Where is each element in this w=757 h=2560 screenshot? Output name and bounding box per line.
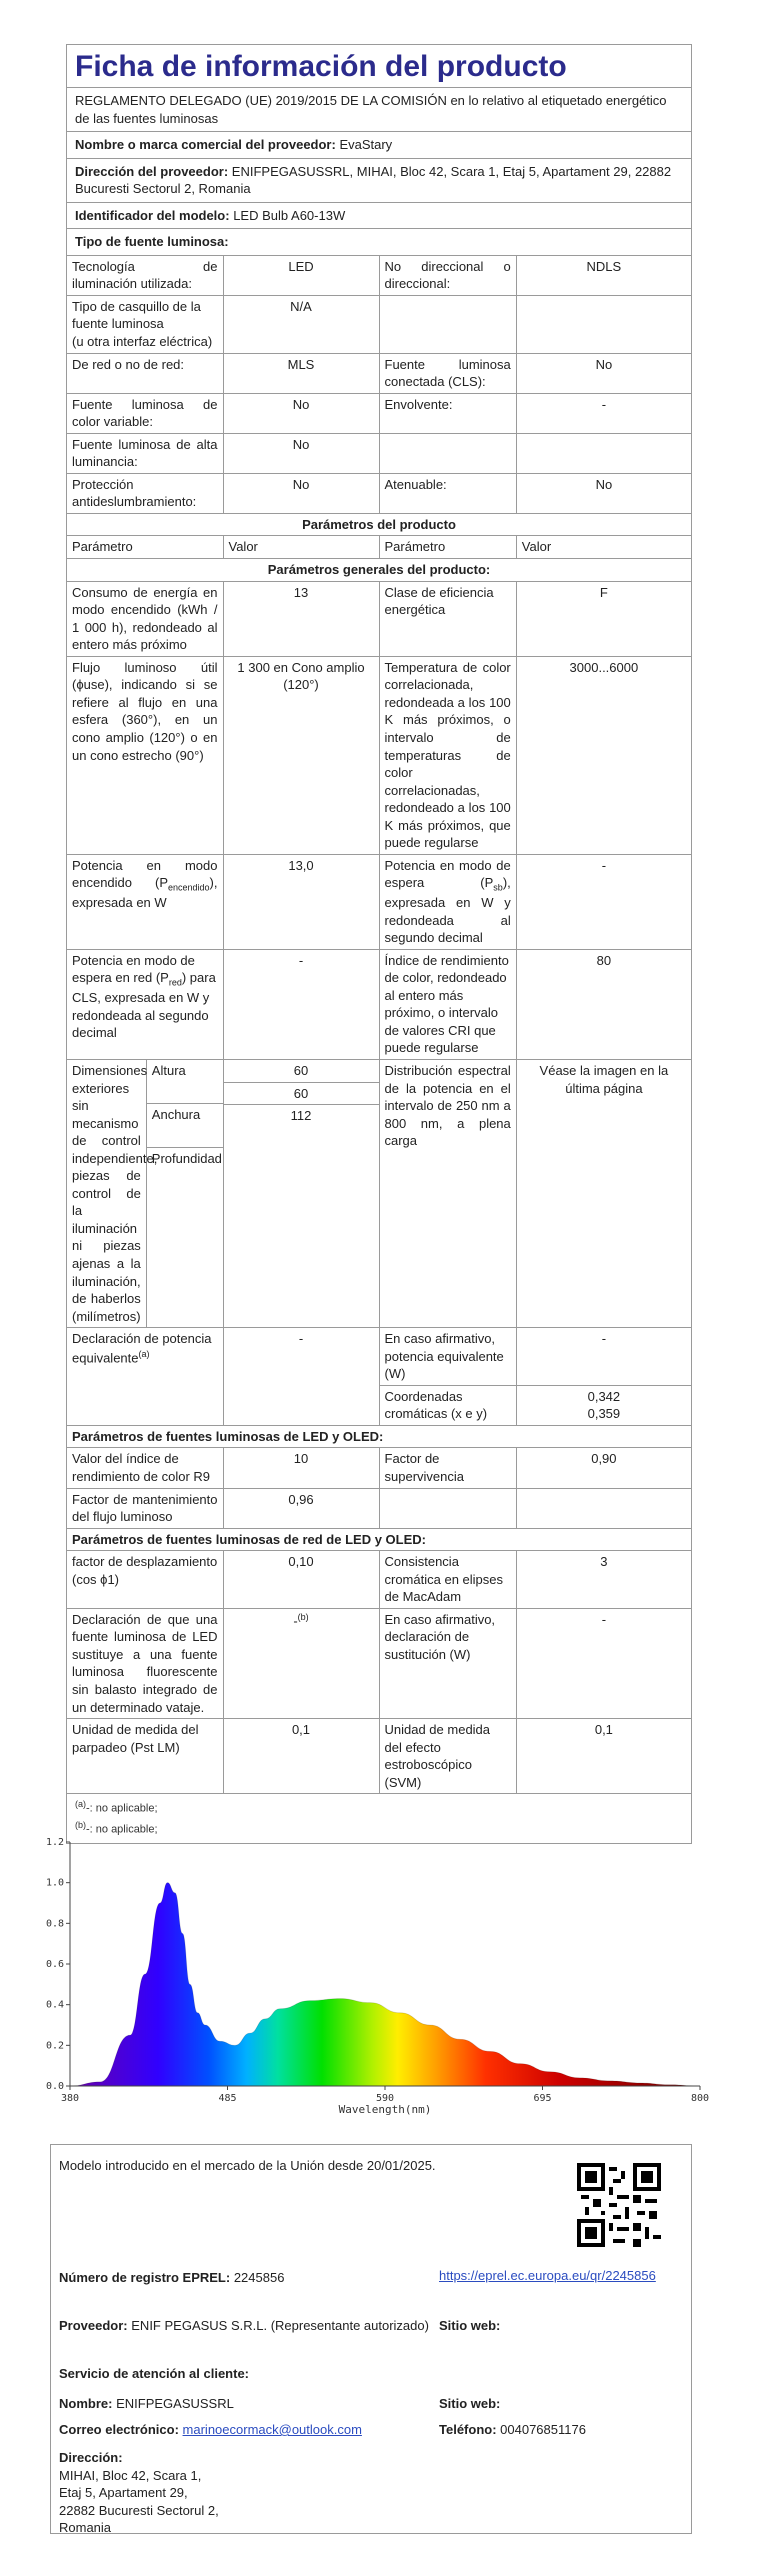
y-tick-label: 0.4	[45, 1999, 64, 2011]
cap-sublabel: (u otra interfaz eléctrica)	[72, 334, 213, 350]
param-label: Temperatura de color correlacionada, redondeada a los 100 K más próximos, o intervalo de temperaturas de color correlacionadas, redondeado a los 100 K más próximos, que puede regularse	[379, 656, 516, 854]
param-value: F	[516, 581, 691, 656]
table-row	[67, 1488, 691, 1528]
param-label: Unidad de medida del efecto estroboscópico (SVM)	[379, 1719, 516, 1794]
supplier-name-row	[67, 132, 691, 159]
y-tick-label: 0.6	[45, 1959, 64, 1970]
param-label: Consumo de energía en modo encendido (kWh / 1 000 h), redondeado al entero más próximo	[67, 581, 223, 656]
dimensions-subtable	[67, 1060, 223, 1327]
equiv-claim-sup: (a)	[138, 1348, 150, 1359]
contact-name-label: Nombre:	[59, 2396, 113, 2411]
eprel-row	[59, 2269, 284, 2287]
contact-name-row	[59, 2395, 234, 2413]
param-value: Véase la imagen en la última página	[516, 1059, 691, 1327]
param-value: LED	[223, 256, 379, 296]
table-row	[67, 656, 691, 854]
y-tick-label: 1.0	[45, 1877, 64, 1889]
p-sb-label-b: ), expresada en W y redondeada al segundo decimal	[384, 875, 511, 946]
param-label: Atenuable:	[379, 473, 516, 513]
dimensions-cell	[67, 1059, 223, 1327]
table-row	[67, 1551, 691, 1609]
param-label: Fuente luminosa de color variable:	[67, 393, 223, 433]
supplier-address-row	[67, 159, 691, 203]
market-intro: Modelo introducido en el mercado de la Unión desde 20/01/2025.	[59, 2158, 436, 2173]
param-label: Consistencia cromática en elipses de MacAdam	[379, 1551, 516, 1609]
table-row	[67, 1608, 691, 1718]
param-label: Fuente luminosa conectada (CLS):	[379, 353, 516, 393]
empty-cell	[379, 1488, 516, 1528]
info-panel	[50, 2144, 692, 2534]
footnote-a	[75, 1798, 683, 1817]
address-line: MIHAI, Bloc 42, Scara 1,	[59, 2467, 202, 2483]
param-label	[67, 949, 223, 1059]
param-value: No	[516, 473, 691, 513]
p-net-label-a: Potencia en modo de espera en red (P	[72, 952, 195, 986]
table-row	[67, 854, 691, 949]
address-block	[59, 2449, 219, 2537]
param-label: Envolvente:	[379, 393, 516, 433]
supplier-name-label: Nombre o marca comercial del proveedor:	[75, 137, 336, 153]
address-line: 22882 Bucuresti Sectorul 2,	[59, 2502, 219, 2518]
param-value: No	[223, 393, 379, 433]
page-title: Ficha de información del producto	[67, 45, 691, 88]
spectral-chart	[30, 1830, 720, 2130]
replace-claim-value: -	[293, 1613, 298, 1629]
service-heading	[59, 2365, 249, 2383]
param-label: Índice de rendimiento de color, redondeado al entero más próximo, o intervalo de valores CRI que puede regularse	[379, 949, 516, 1059]
supplier-value: ENIF PEGASUS S.R.L. (Representante autorizado)	[131, 2318, 429, 2333]
column-header: Valor	[516, 536, 691, 559]
param-value: -	[223, 949, 379, 1059]
led-mains-params-heading: Parámetros de fuentes luminosas de red de LED y OLED:	[67, 1528, 691, 1551]
param-value: MLS	[223, 353, 379, 393]
empty-cell	[516, 433, 691, 473]
light-source-table	[67, 256, 691, 1794]
table-row	[67, 513, 691, 536]
table-row	[67, 949, 691, 1059]
spectrum-area	[70, 1883, 700, 2086]
param-value: -	[516, 1608, 691, 1718]
param-label	[67, 295, 223, 353]
qr-code-icon[interactable]	[577, 2163, 661, 2247]
replace-claim-sup: (b)	[297, 1611, 309, 1622]
param-value: No	[223, 473, 379, 513]
table-header-row	[67, 536, 691, 559]
dim-height-label: Altura	[146, 1060, 222, 1103]
column-header: Parámetro	[379, 536, 516, 559]
address-label: Dirección:	[59, 2450, 123, 2465]
p-net-label-b: ) para CLS, expresada en W y redondeada al segundo decimal	[72, 970, 216, 1041]
table-row	[67, 353, 691, 393]
phone-value: 004076851176	[500, 2422, 586, 2437]
email-link[interactable]: marinoecormack@outlook.com	[182, 2422, 362, 2437]
dim-depth-label: Profundidad	[151, 1150, 222, 1166]
footnote-a-text: -: no aplicable;	[86, 1802, 158, 1815]
param-value: 13,0	[223, 854, 379, 949]
x-tick-label: 590	[375, 2093, 395, 2104]
param-value: 0,96	[223, 1488, 379, 1528]
dim-width-label: Anchura	[146, 1103, 222, 1147]
y-tick-label: 0.8	[45, 1918, 64, 1930]
dimensions-values-cell	[223, 1059, 379, 1327]
light-source-type-heading: Tipo de fuente luminosa:	[67, 229, 691, 256]
empty-cell	[379, 295, 516, 353]
address-line: Etaj 5, Apartament 29,	[59, 2485, 188, 2501]
param-value: 0,1	[516, 1719, 691, 1794]
param-value: 13	[223, 581, 379, 656]
param-value	[516, 1385, 691, 1425]
param-label	[379, 854, 516, 949]
supplier-address-label: Dirección del proveedor:	[75, 163, 229, 179]
product-params-heading: Parámetros del producto	[67, 513, 691, 536]
param-value: 3000...6000	[516, 656, 691, 854]
param-value: N/A	[223, 295, 379, 353]
footnote-b-tag: (b)	[75, 1819, 86, 1830]
p-net-label-sub: red	[168, 977, 182, 988]
spectral-chart-svg	[30, 1830, 720, 2130]
table-row	[67, 1060, 223, 1103]
param-label: En caso afirmativo, potencia equivalente (W)	[379, 1328, 516, 1386]
phone-label: Teléfono:	[439, 2422, 497, 2437]
column-header: Parámetro	[67, 536, 223, 559]
p-on-label-sub: encendido	[168, 882, 210, 893]
x-tick-label: 485	[218, 2093, 237, 2104]
param-value: No	[516, 353, 691, 393]
y-tick-label: 0.0	[45, 2081, 64, 2092]
empty-cell	[516, 295, 691, 353]
param-value: 0,90	[516, 1448, 691, 1488]
model-id-row	[67, 203, 691, 230]
table-row	[67, 433, 691, 473]
supplier-name-value: EvaStary	[339, 137, 393, 153]
supplier-row	[59, 2317, 429, 2335]
eprel-link[interactable]: https://eprel.ec.europa.eu/qr/2245856	[439, 2268, 656, 2283]
empty-cell	[516, 1488, 691, 1528]
website-label-text: Sitio web:	[439, 2318, 501, 2333]
footnote-a-tag: (a)	[75, 1799, 86, 1810]
empty-cell	[379, 433, 516, 473]
param-value: 3	[516, 1551, 691, 1609]
website-label	[439, 2317, 500, 2335]
table-row	[67, 295, 691, 353]
param-label: Declaración de que una fuente luminosa de LED sustituye a una fuente luminosa fluorescente sin balasto integrado de un determinado vataje.	[67, 1608, 223, 1718]
footnote-b-text: -: no aplicable;	[86, 1823, 158, 1836]
contact-name-value: ENIFPEGASUSSRL	[116, 2396, 234, 2411]
table-row	[67, 473, 691, 513]
param-value: 80	[516, 949, 691, 1059]
model-id-label: Identificador del modelo:	[75, 207, 230, 223]
p-sb-label-a: Potencia en modo de espera (P	[384, 857, 511, 891]
column-header: Valor	[223, 536, 379, 559]
param-label: No direccional o direccional:	[379, 256, 516, 296]
eprel-label: Número de registro EPREL:	[59, 2270, 231, 2285]
param-label: factor de desplazamiento (cos ϕ1)	[67, 1551, 223, 1609]
param-value: 0,1	[223, 1719, 379, 1794]
y-tick-label: 0.2	[45, 2040, 64, 2052]
equiv-claim-label: Declaración de potencia equivalente	[72, 1331, 212, 1366]
param-value: -	[516, 854, 691, 949]
email-row	[59, 2421, 362, 2439]
param-value: -	[516, 393, 691, 433]
param-label: Tecnología de iluminación utilizada:	[67, 256, 223, 296]
general-params-heading: Parámetros generales del producto:	[67, 559, 691, 582]
p-on-label-a: Potencia en modo encendido (P	[72, 857, 218, 891]
param-value: -	[516, 1328, 691, 1386]
y-tick-label: 1.2	[45, 1837, 64, 1848]
table-row	[67, 1059, 691, 1327]
table-row	[67, 1425, 691, 1448]
table-row	[67, 393, 691, 433]
product-info-sheet	[66, 44, 692, 1844]
phone-row	[439, 2421, 586, 2439]
param-value	[223, 1608, 379, 1718]
table-row	[67, 1328, 691, 1386]
email-label: Correo electrónico:	[59, 2422, 179, 2437]
param-label: Factor de mantenimiento del flujo luminoso	[67, 1488, 223, 1528]
param-label: Factor de supervivencia	[379, 1448, 516, 1488]
supplier-label: Proveedor:	[59, 2318, 128, 2333]
chroma-x: 0,342	[587, 1388, 621, 1404]
table-row	[67, 1448, 691, 1488]
param-value: 0,10	[223, 1551, 379, 1609]
param-value: NDLS	[516, 256, 691, 296]
param-value: 1 300 en Cono amplio (120°)	[223, 656, 379, 854]
model-id-value: LED Bulb A60-13W	[233, 207, 346, 223]
param-value: 10	[223, 1448, 379, 1488]
param-value: No	[223, 433, 379, 473]
p-sb-label-sub: sb	[493, 882, 503, 893]
param-label: Protección antideslumbramiento:	[67, 473, 223, 513]
x-tick-label: 800	[690, 2093, 710, 2104]
x-axis-label: Wavelength(nm)	[338, 2103, 432, 2116]
param-label: Valor del índice de rendimiento de color R9	[67, 1448, 223, 1488]
eprel-value: 2245856	[233, 2270, 285, 2285]
address-line: Romania	[59, 2520, 112, 2536]
website2-label-text: Sitio web:	[439, 2396, 501, 2411]
cap-label: Tipo de casquillo de la fuente luminosa	[72, 298, 201, 332]
x-tick-label: 695	[533, 2093, 552, 2104]
param-value: -	[223, 1328, 379, 1426]
table-row	[67, 559, 691, 582]
website2-label	[439, 2395, 500, 2413]
param-label	[67, 1328, 223, 1426]
table-row	[67, 581, 691, 656]
service-label-text: Servicio de atención al cliente:	[59, 2366, 250, 2381]
table-row	[67, 1719, 691, 1794]
x-tick-label: 380	[60, 2093, 80, 2104]
table-row	[67, 256, 691, 296]
param-label: Unidad de medida del parpadeo (Pst LM)	[67, 1719, 223, 1794]
dim-depth-value: 112	[290, 1108, 312, 1124]
table-row	[67, 1528, 691, 1551]
led-params-heading: Parámetros de fuentes luminosas de LED y OLED:	[67, 1425, 691, 1448]
param-label: Flujo luminoso útil (ϕuse), indicando si se refiere al flujo en una esfera (360°), en un cono amplio (120°) o en un cono estrecho (90°)	[67, 656, 223, 854]
param-label: En caso afirmativo, declaración de sustitución (W)	[379, 1608, 516, 1718]
param-label: Fuente luminosa de alta luminancia:	[67, 433, 223, 473]
chroma-y: 0,359	[587, 1406, 621, 1422]
param-label: De red o no de red:	[67, 353, 223, 393]
param-label	[67, 854, 223, 949]
supplier-address-value: ENIFPEGASUSSRL, MIHAI, Bloc 42, Scara 1, Etaj 5, Apartament 29, 22882 Bucuresti Sectorul 2, Romania	[75, 163, 672, 197]
p-on-label-b: ), expresada en W	[72, 875, 218, 911]
regulation-text: REGLAMENTO DELEGADO (UE) 2019/2015 DE LA COMISIÓN en lo relativo al etiquetado energético de las fuentes luminosas	[67, 88, 691, 132]
param-label: Distribución espectral de la potencia en el intervalo de 250 nm a 800 nm, a plena carga	[379, 1059, 516, 1327]
param-label: Coordenadas cromáticas (x e y)	[379, 1385, 516, 1425]
dim-height-value: 60	[224, 1060, 379, 1083]
param-label: Clase de eficiencia energética	[379, 581, 516, 656]
dim-width-value: 60	[224, 1083, 379, 1106]
dimensions-label: Dimensiones exteriores sin mecanismo de control independiente, piezas de control de la iluminación ni piezas ajenas a la iluminación, de haberlos (milímetros)	[67, 1060, 146, 1327]
